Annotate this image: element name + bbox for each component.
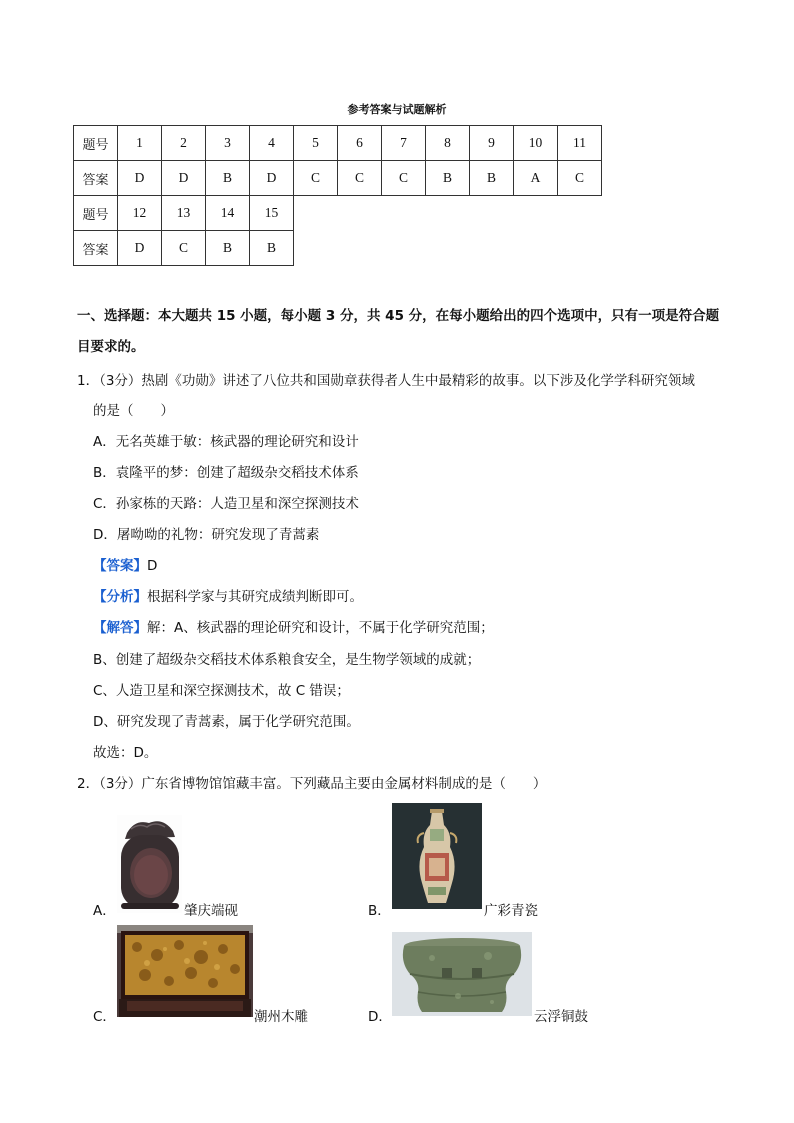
table-cell: C: [294, 161, 338, 196]
table-row: [74, 126, 602, 161]
inkstone-image: [117, 815, 182, 913]
q1-solution-line3: C、人造卫星和深空探测技术，故 C 错误；: [93, 683, 350, 699]
q2-option-d-label: D．: [368, 1009, 392, 1025]
table-cell: 4: [250, 126, 294, 161]
table-cell: 7: [382, 126, 426, 161]
row-header: 答案: [74, 161, 118, 196]
table-cell: 3: [206, 126, 250, 161]
table-cell: 9: [470, 126, 514, 161]
table-cell: C: [162, 231, 206, 266]
q1-stem-line2: 的是（ ）: [93, 403, 174, 419]
row-header: 答案: [74, 231, 118, 266]
table-cell: D: [162, 161, 206, 196]
answer-tag: 【答案】: [93, 558, 147, 574]
table-blank: [294, 231, 602, 266]
table-cell: C: [338, 161, 382, 196]
table-cell: D: [250, 161, 294, 196]
q2-option-b-caption: 广彩青瓷: [484, 903, 538, 919]
table-blank: [294, 196, 602, 231]
q1-solution-line2: B、创建了超级杂交稻技术体系粮食安全，是生物学领域的成就；: [93, 652, 481, 668]
q1-option-a: A．无名英雄于敏：核武器的理论研究和设计: [93, 434, 359, 450]
analysis-text: 根据科学家与其研究成绩判断即可。: [147, 589, 363, 605]
table-cell: 5: [294, 126, 338, 161]
q1-option-c: C．孙家栋的天路：人造卫星和深空探测技术: [93, 496, 359, 512]
table-cell: C: [382, 161, 426, 196]
q1-solution-line1: [93, 616, 494, 636]
answer-value: D: [147, 558, 158, 574]
table-cell: 13: [162, 196, 206, 231]
table-cell: B: [470, 161, 514, 196]
table-cell: 11: [558, 126, 602, 161]
bronze-drum-image: [392, 932, 532, 1016]
table-cell: D: [118, 231, 162, 266]
solution-text: 解：A、核武器的理论研究和设计，不属于化学研究范围；: [147, 620, 494, 636]
row-header: 题号: [74, 126, 118, 161]
q1-solution-line4: D、研究发现了青蒿素，属于化学研究范围。: [93, 714, 360, 730]
q2-option-d-caption: 云浮铜鼓: [534, 1009, 588, 1025]
table-cell: 10: [514, 126, 558, 161]
q1-answer: [93, 554, 157, 574]
analysis-tag: 【分析】: [93, 589, 147, 605]
table-cell: 2: [162, 126, 206, 161]
q1-option-d: D．屠呦呦的礼物：研究发现了青蒿素: [93, 527, 320, 543]
q1-option-b: B．袁隆平的梦：创建了超级杂交稻技术体系: [93, 465, 359, 481]
page-title: 参考答案与试题解析: [347, 103, 447, 116]
table-cell: 6: [338, 126, 382, 161]
section-heading-line2: 目要求的。: [77, 339, 145, 355]
table-cell: B: [206, 161, 250, 196]
q1-analysis: [93, 585, 363, 605]
q2-option-b-label: B．: [368, 903, 391, 919]
table-row: [74, 231, 602, 266]
row-header: 题号: [74, 196, 118, 231]
table-cell: 12: [118, 196, 162, 231]
wood-carving-image: [117, 925, 253, 1017]
table-cell: 1: [118, 126, 162, 161]
table-row: [74, 161, 602, 196]
table-row: [74, 196, 602, 231]
table-cell: C: [558, 161, 602, 196]
table-cell: B: [426, 161, 470, 196]
table-cell: 8: [426, 126, 470, 161]
q2-option-c-caption: 潮州木雕: [254, 1009, 308, 1025]
answer-table: [73, 125, 602, 266]
table-cell: 15: [250, 196, 294, 231]
q2-stem: 2．（3分）广东省博物馆馆藏丰富。下列藏品主要由金属材料制成的是（ ）: [77, 776, 547, 792]
table-cell: B: [206, 231, 250, 266]
q1-stem-line1: 1．（3分）热剧《功勋》讲述了八位共和国勋章获得者人生中最精彩的故事。以下涉及化学学科研究领域: [77, 373, 695, 389]
solution-tag: 【解答】: [93, 620, 147, 636]
q2-option-a-caption: 肇庆端砚: [184, 903, 238, 919]
q1-choice: 故选：D。: [93, 745, 158, 761]
table-cell: A: [514, 161, 558, 196]
vase-image: [392, 803, 482, 909]
q2-option-c-label: C．: [93, 1009, 116, 1025]
section-heading-line1: 一、选择题：本大题共 15 小题，每小题 3 分，共 45 分，在每小题给出的四个选项中，只有一项是符合题: [77, 308, 720, 324]
table-cell: 14: [206, 196, 250, 231]
q2-option-a-label: A．: [93, 903, 116, 919]
table-cell: D: [118, 161, 162, 196]
table-cell: B: [250, 231, 294, 266]
